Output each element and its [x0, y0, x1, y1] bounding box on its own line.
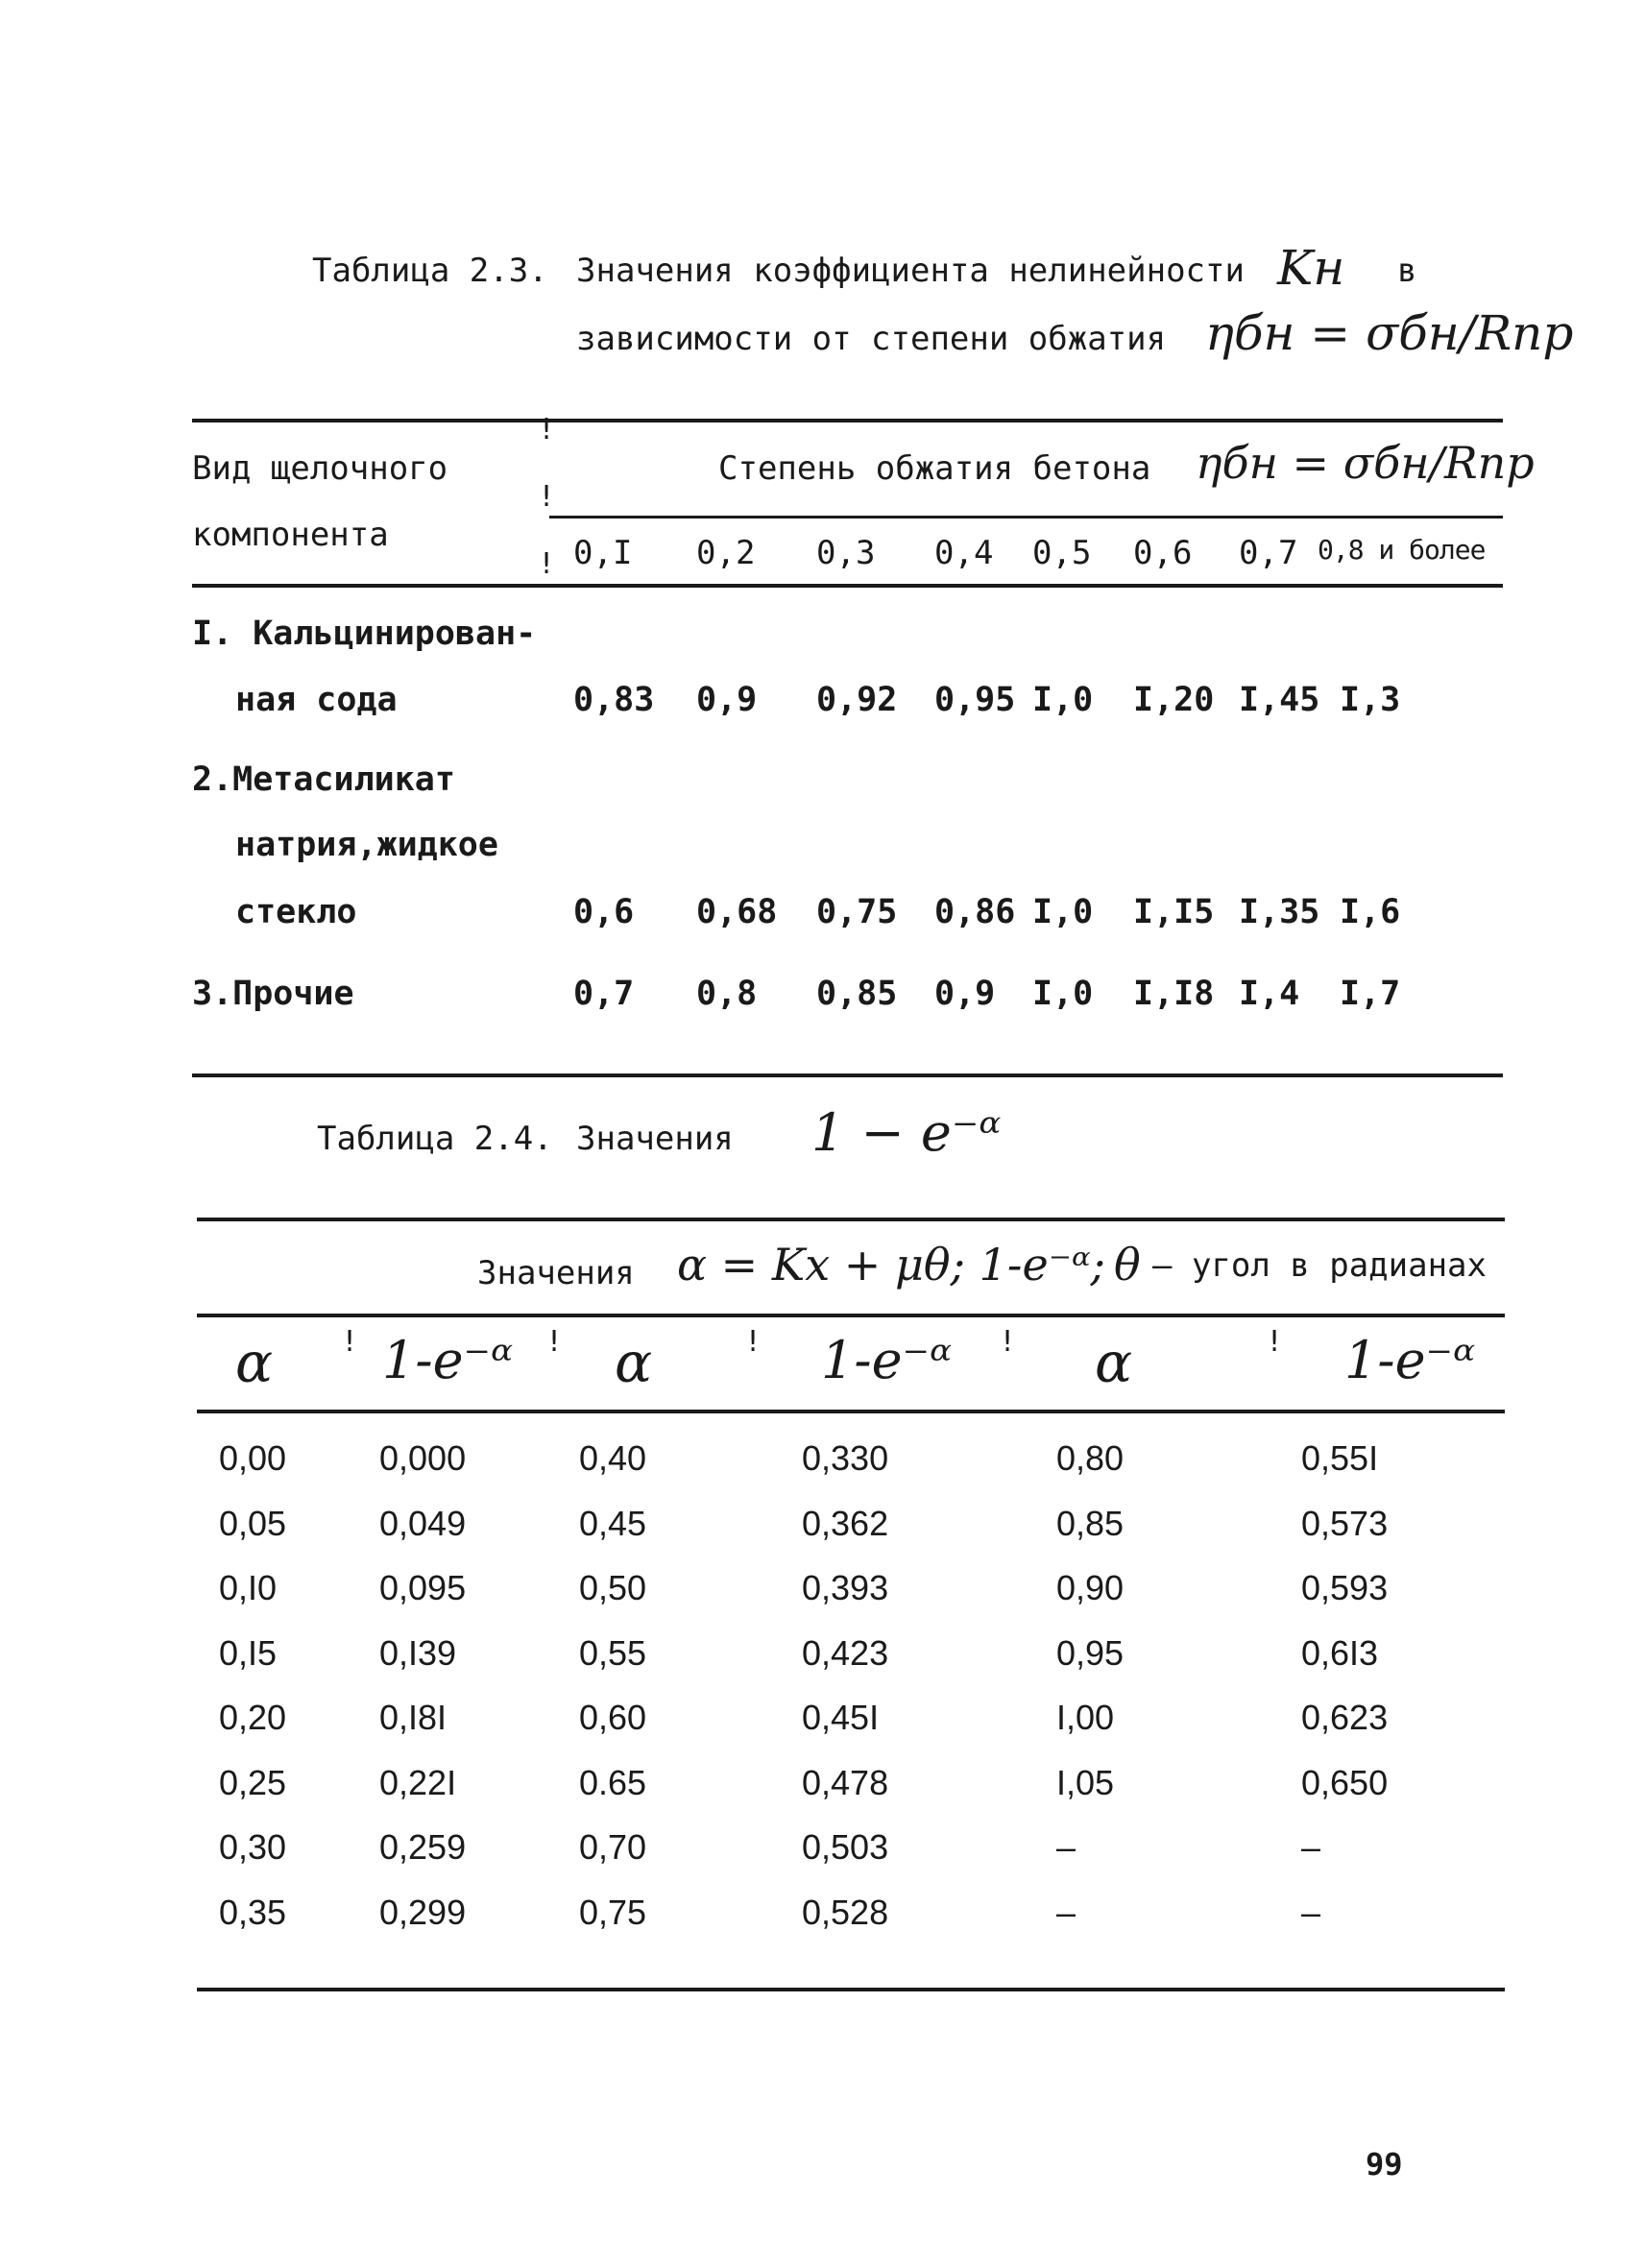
- func-cell: 0,299: [379, 1893, 467, 1932]
- alpha-cell: 0,00: [219, 1438, 287, 1478]
- func-cell: 0,362: [802, 1504, 889, 1543]
- table-2-4-caption-label: Таблица 2.4.: [317, 1120, 553, 1158]
- table-2-4-header-rule: [197, 1410, 1505, 1413]
- degree-header: 0,8 и более: [1318, 534, 1486, 566]
- func-cell: 0,I8I: [379, 1698, 448, 1737]
- table-cell: I,I5: [1133, 893, 1215, 931]
- func-cell: 0,I39: [379, 1633, 457, 1673]
- table-2-3-caption-line1: Значения коэффициента нелинейности: [576, 252, 1245, 290]
- func-cell: 0,528: [802, 1893, 889, 1932]
- table-cell: 0,68: [696, 893, 778, 931]
- col-alpha-header: α: [1095, 1330, 1133, 1395]
- table-cell: 0,6: [573, 893, 635, 931]
- row-name: натрия,жидкое: [235, 826, 498, 864]
- degree-header: 0,5: [1032, 534, 1092, 572]
- alpha-cell: 0,75: [579, 1893, 647, 1932]
- row-name: 3.Прочие: [192, 975, 354, 1013]
- table-2-4-header-text: Значения: [477, 1254, 635, 1292]
- table-2-4-caption-formula: 1 − e⁻ᵅ: [811, 1102, 1002, 1163]
- alpha-cell: –: [1056, 1893, 1077, 1932]
- alpha-cell: 0,45: [579, 1504, 647, 1543]
- alpha-cell: 0,05: [219, 1504, 287, 1543]
- func-cell: 0,593: [1301, 1568, 1389, 1607]
- table-2-3-header-rule: [192, 584, 1503, 588]
- table-2-4-caption-text: Значения: [576, 1120, 734, 1158]
- col-component-line1: Вид щелочного: [192, 449, 448, 488]
- table-cell: I,0: [1032, 975, 1094, 1013]
- table-2-3-bottom-rule: [192, 1074, 1503, 1077]
- alpha-cell: 0,30: [219, 1827, 287, 1867]
- alpha-cell: 0,50: [579, 1568, 647, 1607]
- table-cell: 0,9: [934, 975, 996, 1013]
- table-2-4-header-theta: θ: [1114, 1239, 1141, 1291]
- alpha-cell: 0,80: [1056, 1438, 1125, 1478]
- table-2-3-subheader-rule: [549, 516, 1503, 519]
- col-alpha-header: α: [615, 1330, 653, 1395]
- table-2-3-top-rule: [192, 419, 1503, 422]
- header-divider-mark: !: [538, 480, 556, 514]
- func-cell: 0,650: [1301, 1763, 1389, 1802]
- header-divider-mark: !: [341, 1325, 359, 1359]
- alpha-cell: 0,I5: [219, 1633, 278, 1673]
- header-divider-mark: !: [538, 547, 556, 581]
- func-cell: –: [1301, 1893, 1321, 1932]
- func-cell: 0,095: [379, 1568, 467, 1607]
- func-cell: 0,259: [379, 1827, 467, 1867]
- col-degree-title: Степень обжатия бетона: [718, 449, 1151, 488]
- col-func-header: 1-e⁻ᵅ: [382, 1330, 514, 1390]
- table-2-3-caption-symbol: Kн: [1277, 240, 1345, 296]
- table-2-3-caption-label: Таблица 2.3.: [312, 252, 548, 290]
- alpha-cell: 0,55: [579, 1633, 647, 1673]
- func-cell: 0,423: [802, 1633, 889, 1673]
- degree-header: 0,4: [934, 534, 994, 572]
- header-divider-mark: !: [538, 413, 556, 446]
- col-func-header: 1-e⁻ᵅ: [1344, 1330, 1476, 1390]
- alpha-cell: 0,60: [579, 1698, 647, 1737]
- alpha-cell: –: [1056, 1827, 1077, 1867]
- table-cell: 0,9: [696, 681, 758, 719]
- table-2-3-caption-line2: зависимости от степени обжатия: [576, 320, 1167, 358]
- alpha-cell: 0,35: [219, 1893, 287, 1932]
- func-cell: –: [1301, 1827, 1321, 1867]
- alpha-cell: 0.65: [579, 1763, 647, 1802]
- row-name: ная сода: [235, 681, 398, 719]
- table-cell: I,20: [1133, 681, 1215, 719]
- header-divider-mark: !: [1266, 1325, 1284, 1359]
- func-cell: 0,000: [379, 1438, 467, 1478]
- row-name: I. Кальцинирован-: [192, 615, 537, 653]
- degree-header: 0,6: [1133, 534, 1193, 572]
- table-cell: I,6: [1340, 893, 1401, 931]
- table-cell: 0,95: [934, 681, 1016, 719]
- table-cell: I,45: [1239, 681, 1320, 719]
- alpha-cell: 0,I0: [219, 1568, 278, 1607]
- table-2-4-top-rule: [197, 1218, 1505, 1221]
- func-cell: 0,22I: [379, 1763, 457, 1802]
- table-cell: I,0: [1032, 681, 1094, 719]
- col-component-line2: компонента: [192, 516, 389, 554]
- table-cell: 0,8: [696, 975, 758, 1013]
- degree-header: 0,7: [1239, 534, 1298, 572]
- table-2-3-caption-formula: ηбн = σбн/Rпр: [1205, 305, 1574, 361]
- table-2-4-subheader-rule: [197, 1314, 1505, 1317]
- alpha-cell: 0,90: [1056, 1568, 1125, 1607]
- table-cell: I,I8: [1133, 975, 1215, 1013]
- func-cell: 0,478: [802, 1763, 889, 1802]
- alpha-cell: I,05: [1056, 1763, 1115, 1802]
- func-cell: 0,503: [802, 1827, 889, 1867]
- degree-header: 0,2: [696, 534, 756, 572]
- table-2-4-header-formula: α = Kx + μθ; 1-e⁻ᵅ;: [677, 1239, 1106, 1291]
- table-cell: I,3: [1340, 681, 1401, 719]
- row-name: стекло: [235, 893, 357, 931]
- col-degree-formula: ηбн = σбн/Rпр: [1196, 437, 1535, 489]
- alpha-cell: 0,70: [579, 1827, 647, 1867]
- func-cell: 0,330: [802, 1438, 889, 1478]
- func-cell: 0,393: [802, 1568, 889, 1607]
- func-cell: 0,623: [1301, 1698, 1389, 1737]
- alpha-cell: 0,85: [1056, 1504, 1125, 1543]
- header-divider-mark: !: [999, 1325, 1017, 1359]
- table-cell: 0,86: [934, 893, 1016, 931]
- col-func-header: 1-e⁻ᵅ: [821, 1330, 953, 1390]
- func-cell: 0,45I: [802, 1698, 880, 1737]
- table-2-3-caption-in: в: [1397, 252, 1417, 290]
- table-cell: I,4: [1239, 975, 1300, 1013]
- table-cell: 0,7: [573, 975, 635, 1013]
- func-cell: 0,573: [1301, 1504, 1389, 1543]
- header-divider-mark: !: [545, 1325, 564, 1359]
- degree-header: 0,I: [573, 534, 633, 572]
- alpha-cell: 0,20: [219, 1698, 287, 1737]
- func-cell: 0,55I: [1301, 1438, 1379, 1478]
- table-cell: 0,75: [816, 893, 898, 931]
- func-cell: 0,049: [379, 1504, 467, 1543]
- table-cell: 0,83: [573, 681, 655, 719]
- col-alpha-header: α: [235, 1330, 274, 1395]
- alpha-cell: 0,25: [219, 1763, 287, 1802]
- func-cell: 0,6I3: [1301, 1633, 1379, 1673]
- alpha-cell: I,00: [1056, 1698, 1115, 1737]
- degree-header: 0,3: [816, 534, 876, 572]
- table-2-4-bottom-rule: [197, 1988, 1505, 1991]
- table-cell: 0,92: [816, 681, 898, 719]
- table-cell: I,7: [1340, 975, 1401, 1013]
- table-cell: I,0: [1032, 893, 1094, 931]
- page-number: 99: [1366, 2146, 1403, 2183]
- alpha-cell: 0,40: [579, 1438, 647, 1478]
- table-cell: I,35: [1239, 893, 1320, 931]
- table-cell: 0,85: [816, 975, 898, 1013]
- row-name: 2.Метасиликат: [192, 760, 455, 799]
- header-divider-mark: !: [744, 1325, 762, 1359]
- alpha-cell: 0,95: [1056, 1633, 1125, 1673]
- table-2-4-header-suffix: – угол в радианах: [1152, 1246, 1487, 1285]
